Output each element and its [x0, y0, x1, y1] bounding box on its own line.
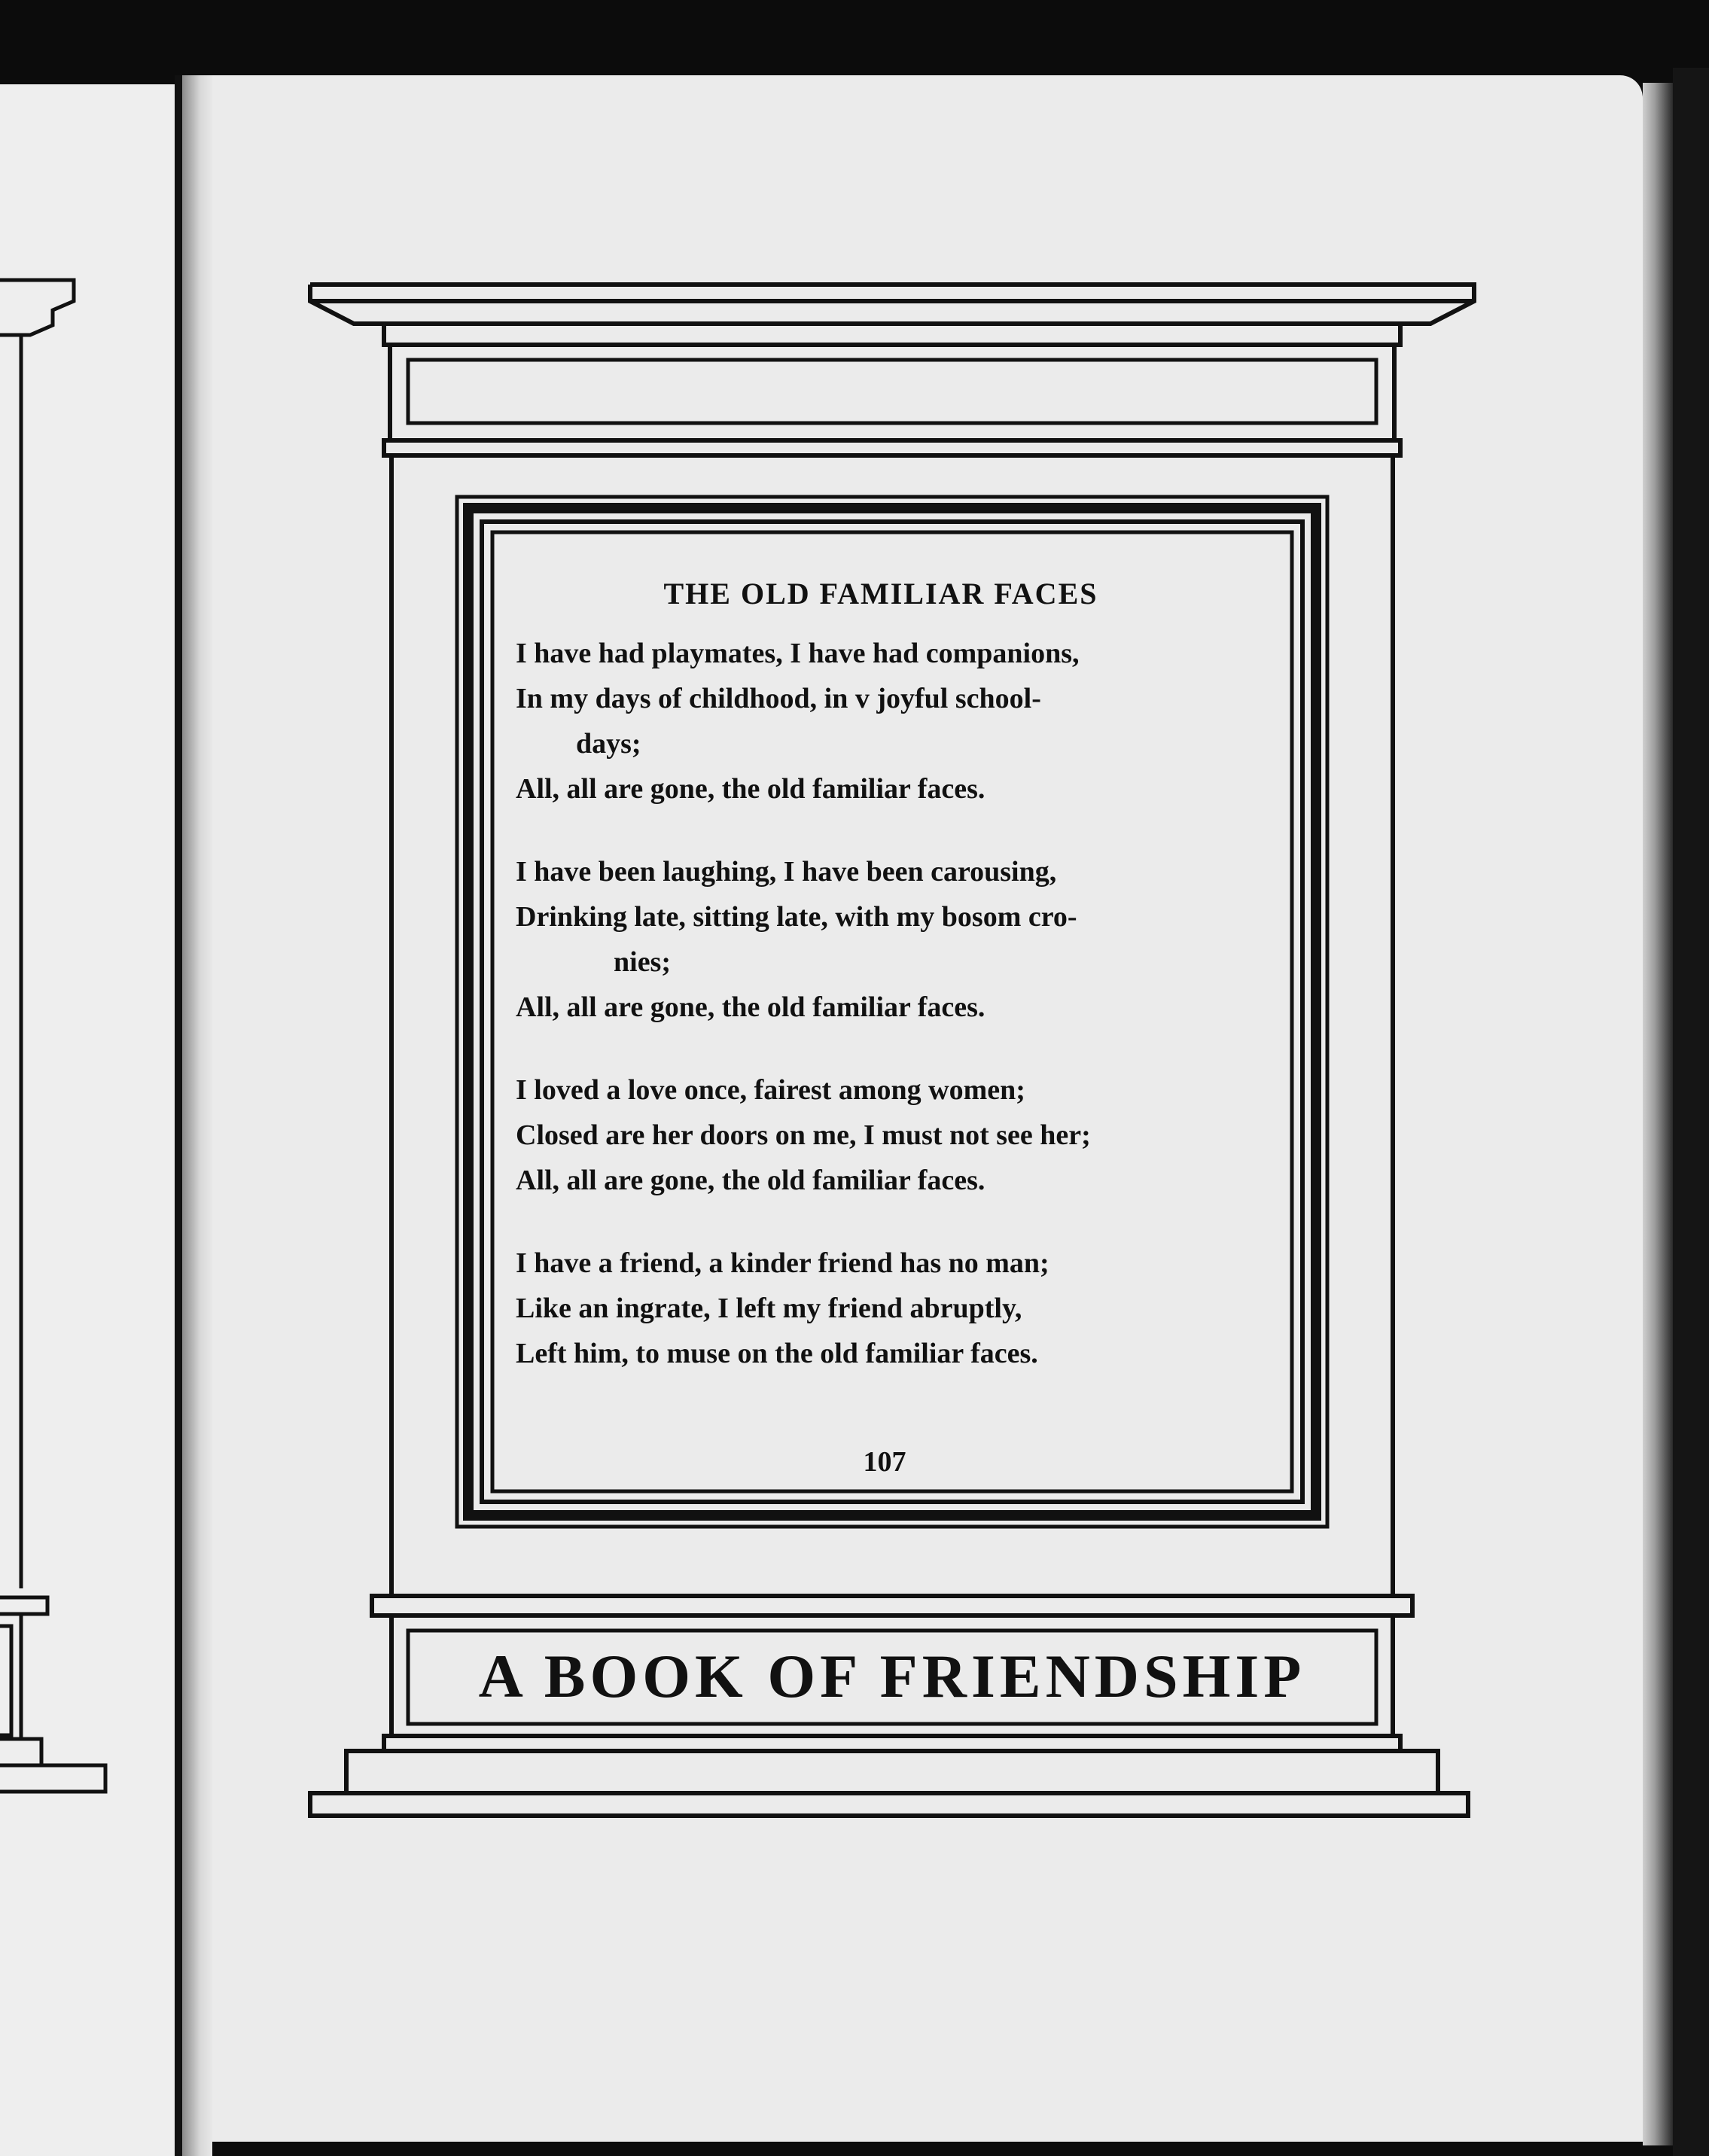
stanza [516, 631, 1246, 812]
poem-line: In my days of childhood, in v joyful school- [516, 683, 1041, 714]
poem [516, 576, 1246, 1414]
poem-line: All, all are gone, the old familiar faces. [516, 991, 985, 1023]
poem-line: I have a friend, a kinder friend has no man; [516, 1247, 1049, 1279]
stanza [516, 1241, 1246, 1376]
frieze [384, 345, 1400, 455]
book-title: A BOOK OF FRIENDSHIP [478, 1642, 1306, 1710]
poem-line: I loved a love once, fairest among women; [516, 1074, 1025, 1106]
poem-line: days; [576, 728, 641, 760]
stanza [516, 1067, 1246, 1203]
poem-line: I have had playmates, I have had companions, [516, 638, 1080, 669]
poem-line: Drinking late, sitting late, with my bosom cro- [516, 901, 1077, 933]
poem-line: All, all are gone, the old familiar faces. [516, 1165, 985, 1196]
cornice [310, 285, 1474, 345]
poem-title: THE OLD FAMILIAR FACES [663, 577, 1098, 611]
poem-line: Closed are her doors on me, I must not see her; [516, 1119, 1091, 1151]
poem-line: Like an ingrate, I left my friend abruptly, [516, 1293, 1022, 1324]
poem-line: I have been laughing, I have been carousing, [516, 856, 1057, 888]
stanza [516, 849, 1246, 1030]
poem-line: All, all are gone, the old familiar faces. [516, 773, 985, 805]
left-page-frame [0, 280, 105, 1792]
poem-line: nies; [614, 946, 671, 978]
poem-line: Left him, to muse on the old familiar faces. [516, 1338, 1038, 1369]
page-number: 107 [863, 1446, 906, 1478]
